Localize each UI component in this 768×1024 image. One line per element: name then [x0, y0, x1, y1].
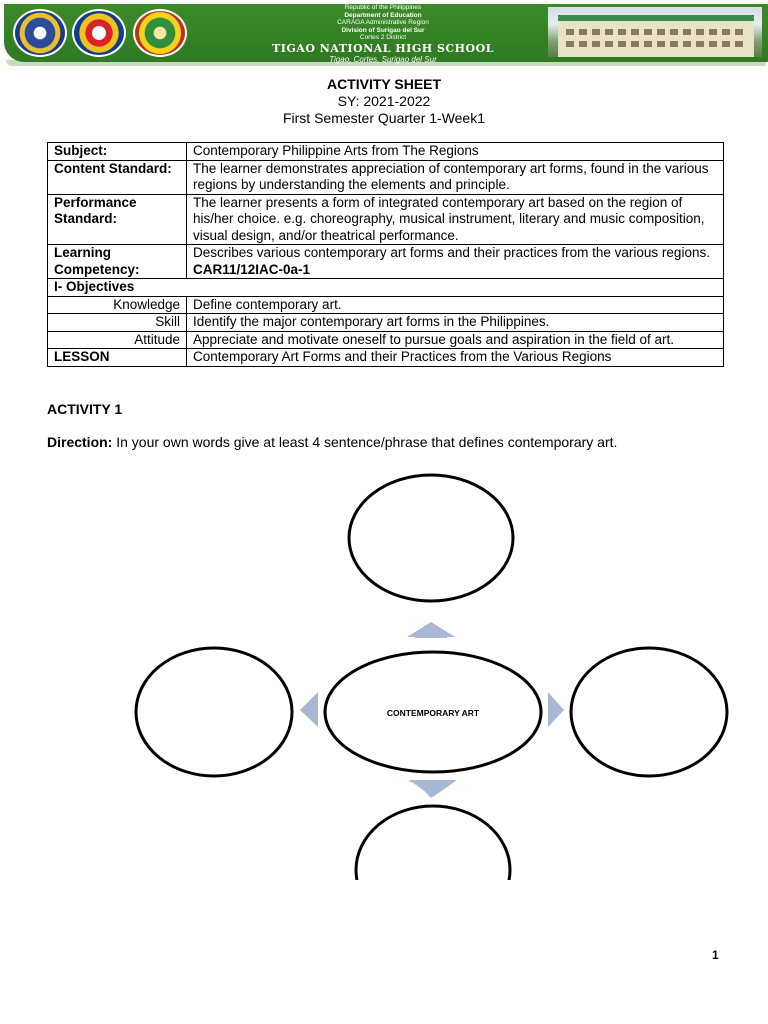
arrow-down-head-icon: [409, 780, 457, 797]
school-seal-icon: [133, 9, 187, 57]
performance-standard-value: The learner presents a form of integrated contemporary art based on the region of his/her choice. e.g. choreography, musical instrument, literary and music composition, visual design, and/or theatrical performance.: [187, 194, 724, 245]
left-answer-ellipse[interactable]: [136, 648, 292, 776]
center-label: CONTEMPORARY ART: [386, 708, 480, 718]
learning-competency-value: Describes various contemporary art forms and their practices from the various regions.: [193, 245, 710, 260]
bottom-answer-ellipse[interactable]: [356, 806, 510, 880]
arrow-left-icon: [300, 692, 318, 727]
building-windows-lower: [566, 41, 746, 47]
top-answer-ellipse[interactable]: [349, 475, 513, 601]
learning-competency-cell: [187, 245, 724, 279]
performance-standard-label: Performance Standard:: [48, 194, 187, 245]
table-row: [48, 143, 724, 161]
school-building-photo: [548, 7, 762, 57]
table-row: [48, 349, 724, 367]
table-row: [48, 245, 724, 279]
deped-seal-icon: [13, 9, 67, 57]
building-windows-upper: [566, 29, 746, 35]
sheet-title: ACTIVITY SHEET: [326, 76, 442, 92]
header-location: Tigao, Cortes, Surigao del Sur: [329, 54, 437, 64]
building-shape: [558, 15, 754, 57]
header-republic: Republic of the Philippines: [344, 4, 422, 11]
attitude-label: Attitude: [48, 331, 187, 349]
knowledge-label: Knowledge: [48, 296, 187, 314]
lesson-label: LESSON: [48, 349, 187, 367]
direction-text: [47, 434, 617, 450]
skill-label: Skill: [48, 314, 187, 332]
header-division: Division of Surigao del Sur: [341, 26, 425, 34]
concept-map-diagram: [0, 460, 768, 880]
learning-competency-label: Learning Competency:: [48, 245, 187, 279]
header-department: Department of Education: [344, 11, 422, 19]
activity-title: ACTIVITY 1: [47, 401, 123, 417]
table-row: [48, 296, 724, 314]
competency-code: CAR11/12IAC-0a-1: [193, 261, 311, 277]
right-answer-ellipse[interactable]: [571, 648, 727, 776]
school-header-banner: [0, 0, 768, 68]
table-row: [48, 331, 724, 349]
header-text-block: [258, 4, 508, 64]
direction-label: Direction:: [47, 434, 113, 450]
lesson-info-table: [47, 142, 724, 367]
direction-body: In your own words give at least 4 sentence/phrase that defines contemporary art.: [116, 434, 618, 450]
header-district: Cortes 2 District: [359, 34, 407, 42]
lesson-value: Contemporary Art Forms and their Practices from the Various Regions: [187, 349, 724, 367]
table-row: [48, 279, 724, 297]
division-seal-icon: [72, 9, 126, 57]
term-label: First Semester Quarter 1-Week1: [282, 110, 486, 126]
arrow-up-icon: [407, 622, 455, 638]
school-year: SY: 2021-2022: [337, 93, 431, 109]
content-standard-label: Content Standard:: [48, 160, 187, 194]
subject-value: Contemporary Philippine Arts from The Regions: [187, 143, 724, 161]
page-number: 1: [712, 948, 719, 962]
attitude-value: Appreciate and motivate oneself to pursue goals and aspiration in the field of art.: [187, 331, 724, 349]
table-row: [48, 194, 724, 245]
table-row: [48, 160, 724, 194]
table-row: [48, 314, 724, 332]
content-standard-value: The learner demonstrates appreciation of contemporary art forms, found in the various regions by understanding the elements and principle.: [187, 160, 724, 194]
knowledge-value: Define contemporary art.: [187, 296, 724, 314]
header-region: CARAGA Administrative Region: [337, 19, 429, 27]
skill-value: Identify the major contemporary art forms in the Philippines.: [187, 314, 724, 332]
objectives-heading: I- Objectives: [48, 279, 724, 297]
subject-label: Subject:: [48, 143, 187, 161]
header-school-name: TIGAO NATIONAL HIGH SCHOOL: [272, 41, 494, 55]
arrow-right-icon: [548, 692, 564, 727]
